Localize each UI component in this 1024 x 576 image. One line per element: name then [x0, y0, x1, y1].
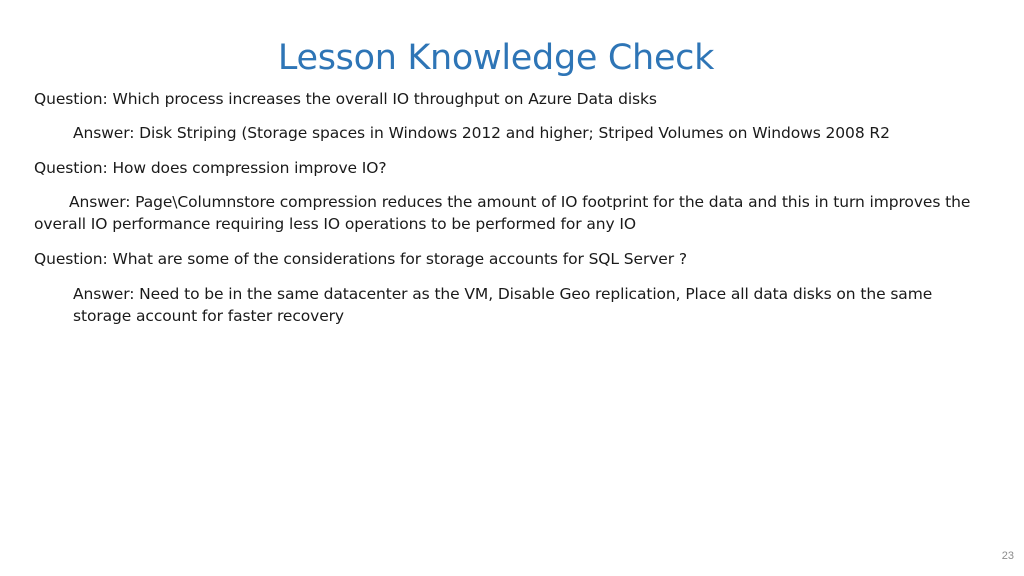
answer-1: Answer: Disk Striping (Storage spaces in Windows 2012 and higher; Striped Volumes on Windows 2008 R2 [73, 124, 890, 142]
question-1: Question: Which process increases the overall IO throughput on Azure Data disks [34, 90, 657, 108]
answer-3: Answer: Need to be in the same datacenter as the VM, Disable Geo replication, Place all data disks on the same storage account for faster recovery [73, 285, 933, 325]
page-number: 23 [1001, 550, 1014, 562]
question-3: Question: What are some of the considerations for storage accounts for SQL Server ? [34, 250, 687, 268]
question-2: Question: How does compression improve IO? [34, 159, 387, 177]
slide-title: Lesson Knowledge Check [277, 38, 715, 78]
answer-2: Answer: Page\Columnstore compression reduces the amount of IO footprint for the data and this in turn improves the overall IO performance requiring less IO operations to be performed for any IO [34, 193, 971, 233]
